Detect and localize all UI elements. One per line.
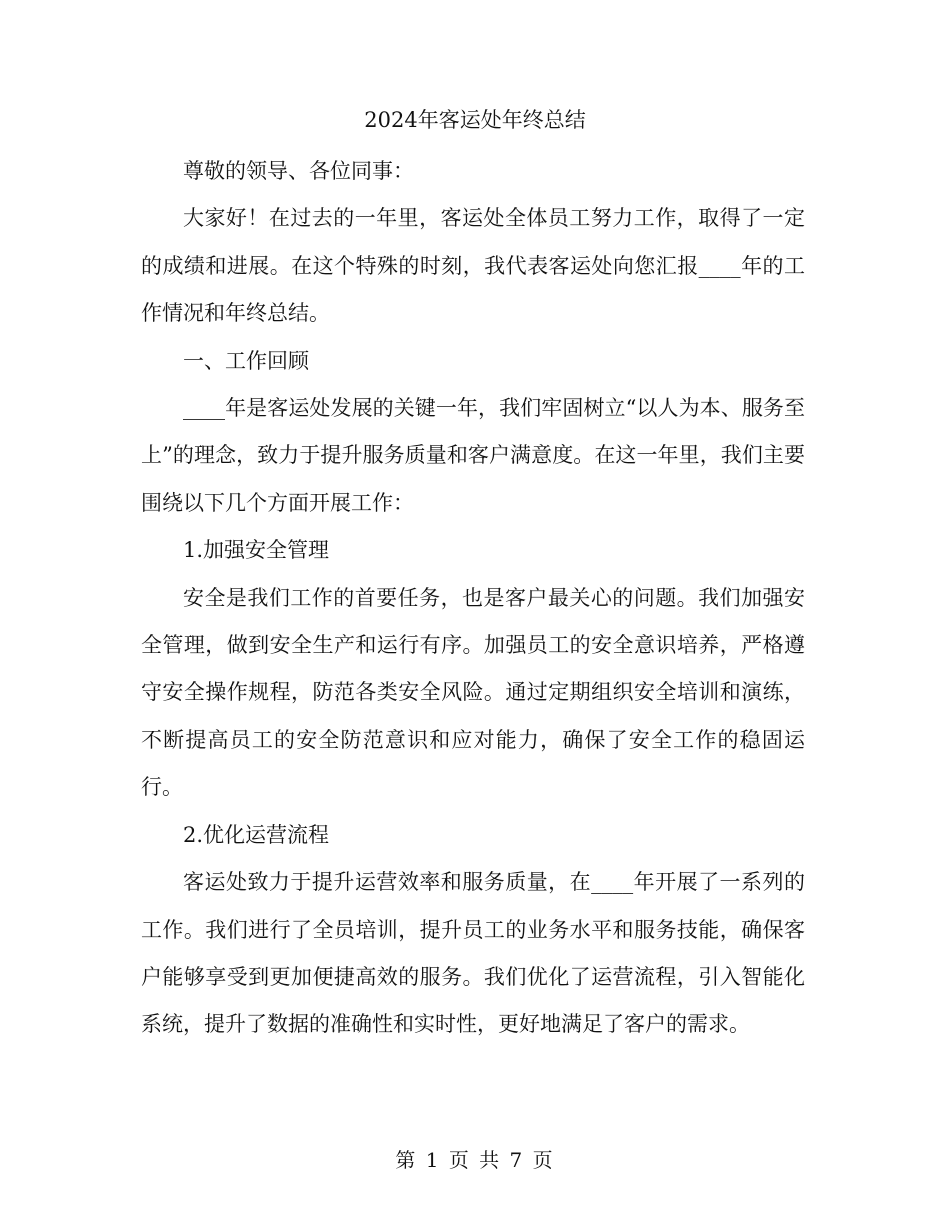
subheading-operations: 2.优化运营流程: [183, 822, 330, 847]
page-number-footer: 第 1 页 共 7 页: [395, 1148, 555, 1172]
salutation: 尊敬的领导、各位同事：: [183, 159, 414, 183]
operations-paragraph: 客运处致力于提升运营效率和服务质量，在____年开展了一系列的工作。我们进行了全员培训，提升员工的业务水平和服务技能，确保客户能够享受到更加便捷高效的服务。我们优化了运营流程，引入智能化系统，提升了数据的准确性和实时性，更好地满足了客户的需求。: [141, 870, 805, 1037]
safety-paragraph: 安全是我们工作的首要任务，也是客户最关心的问题。我们加强安全管理，做到安全生产和运行有序。加强员工的安全意识培养，严格遵守安全操作规程，防范各类安全风险。通过定期组织安全培训和演练，不断提高员工的安全防范意识和应对能力，确保了安全工作的稳固运行。: [141, 585, 805, 800]
review-paragraph: ____年是客运处发展的关键一年，我们牢固树立“以人为本、服务至上”的理念，致力于提升服务质量和客户满意度。在这一年里，我们主要围绕以下几个方面开展工作：: [141, 396, 805, 515]
subheading-safety: 1.加强安全管理: [183, 538, 330, 563]
intro-paragraph: 大家好！在过去的一年里，客运处全体员工努力工作，取得了一定的成绩和进展。在这个特殊的时刻，我代表客运处向您汇报____年的工作情况和年终总结。: [141, 206, 805, 326]
section-heading-work-review: 一、工作回顾: [183, 348, 309, 373]
document-body: [141, 148, 805, 1049]
document-title: 2024年客运处年终总结: [364, 108, 586, 132]
